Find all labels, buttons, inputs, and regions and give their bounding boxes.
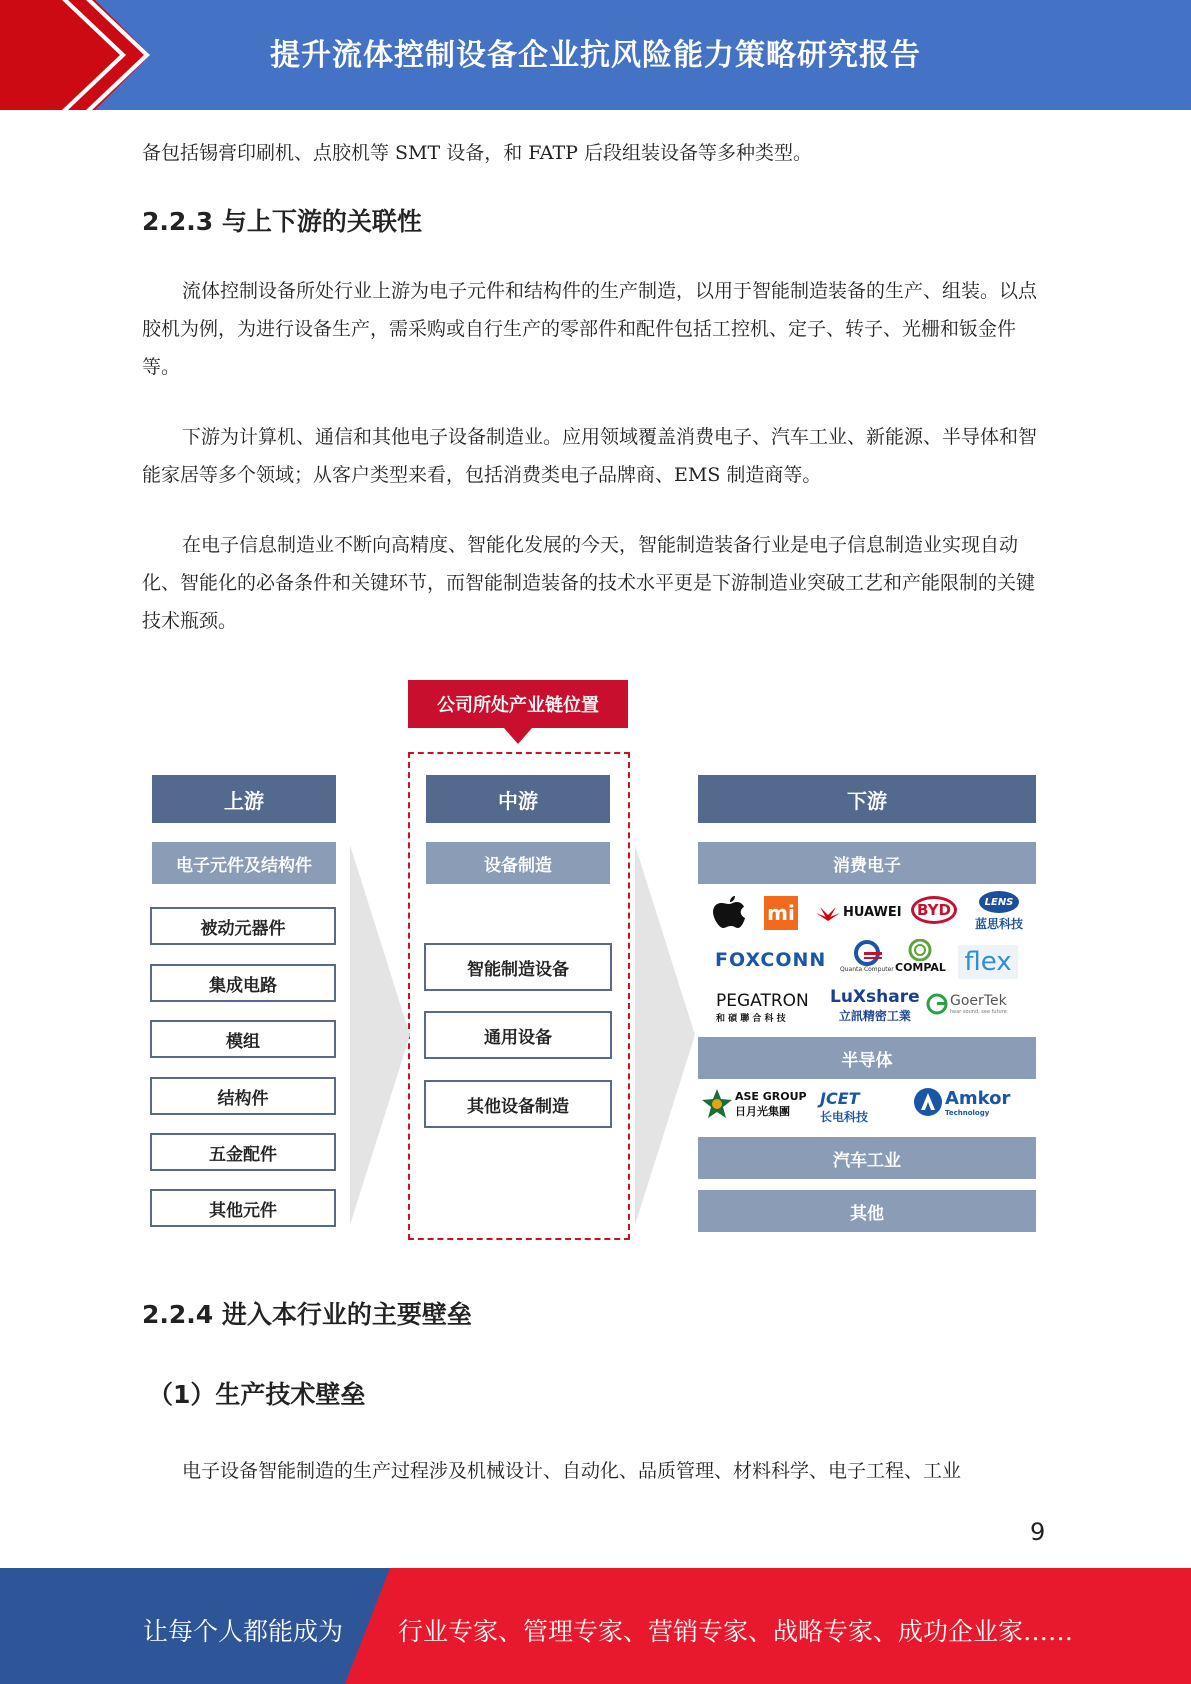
lens-cn-text: 蓝思科技: [975, 917, 1024, 931]
byd-logo: BYD: [911, 896, 957, 924]
paragraph-downstream: 下游为计算机、通信和其他电子设备制造业。应用领域覆盖消费电子、汽车工业、新能源、半导体和智能家居等多个领域；从客户类型来看，包括消费类电子品牌商、EMS 制造商等。: [142, 426, 1038, 486]
quanta-logo: [840, 940, 894, 973]
report-title: 提升流体控制设备企业抗风险能力策略研究报告: [270, 38, 921, 73]
page-number: 9: [1030, 1518, 1046, 1546]
downstream-header: 下游: [698, 775, 1036, 823]
flex-logo: flex: [958, 945, 1018, 979]
heading-2-2-4: 2.2.4 进入本行业的主要壁垒: [142, 1300, 472, 1329]
compal-logo: [895, 939, 946, 974]
downstream-auto-industry: 汽车工业: [698, 1137, 1036, 1179]
luxshare-logo: [830, 987, 920, 1024]
jcet-cn-text: 长电科技: [820, 1110, 869, 1124]
callout-pointer: [504, 728, 532, 744]
amkor-sub-text: Technology: [945, 1108, 990, 1117]
heading-production-barrier: （1）生产技术壁垒: [148, 1380, 366, 1409]
upstream-category: 电子元件及结构件: [152, 842, 336, 884]
lens-mark: LENS: [979, 891, 1019, 913]
downstream-consumer-electronics: 消费电子: [698, 842, 1036, 884]
midstream-category: 设备制造: [426, 842, 610, 884]
xiaomi-logo: mi: [764, 896, 798, 930]
upstream-item: 被动元器件: [150, 907, 336, 945]
downstream-semiconductor: 半导体: [698, 1037, 1036, 1079]
upstream-item: 集成电路: [150, 964, 336, 1002]
midstream-item: 通用设备: [424, 1011, 612, 1059]
pegatron-cn-text: 和 碩 聯 合 科 技: [716, 1014, 786, 1024]
apple-logo: [713, 893, 747, 933]
upstream-item: 其他元件: [150, 1189, 336, 1227]
heading-2-2-3: 2.2.3 与上下游的关联性: [142, 207, 422, 236]
ase-cn-text: 日月光集團: [735, 1104, 790, 1118]
upstream-item: 模组: [150, 1020, 336, 1058]
midstream-arrow: [635, 845, 695, 1225]
footer-slogan-right: 行业专家、管理专家、营销专家、战略专家、成功企业家……: [398, 1617, 1074, 1646]
amkor-text: Amkor: [945, 1087, 1011, 1109]
quanta-text: Quanta Computer: [840, 966, 894, 973]
midstream-highlight-frame: [408, 752, 630, 1240]
paragraph-continuation: 备包括锡膏印刷机、点胶机等 SMT 设备，和 FATP 后段组装设备等多种类型。: [142, 142, 812, 164]
downstream-other: 其他: [698, 1190, 1036, 1232]
huawei-logo: [816, 899, 902, 925]
industry-chain-diagram: [140, 675, 1040, 1245]
ase-text: ASE GROUP: [735, 1089, 807, 1103]
paragraph-industry: 在电子信息制造业不断向高精度、智能化发展的今天，智能制造装备行业是电子信息制造业实现自动化、智能化的必备条件和关键环节，而智能制造装备的技术水平更是下游制造业突破工艺和产能限制的关键技术瓶颈。: [142, 534, 1036, 632]
amkor-logo: [913, 1087, 1010, 1117]
paragraph-upstream: 流体控制设备所处行业上游为电子元件和结构件的生产制造，以用于智能制造装备的生产、组装。以点胶机为例，为进行设备生产，需采购或自行生产的零部件和配件包括工控机、定子、转子、光栅和钣金件等。: [142, 280, 1038, 378]
pegatron-logo: [716, 991, 809, 1024]
luxshare-cn-text: 立訊精密工業: [838, 1009, 911, 1023]
huawei-text: HUAWEI: [843, 904, 902, 920]
luxshare-text: LuXshare: [830, 987, 920, 1007]
page-header: [0, 0, 1191, 110]
upstream-item: 五金配件: [150, 1133, 336, 1171]
goertek-sub-text: hear sound, see future: [950, 1009, 1007, 1015]
upstream-header: 上游: [152, 775, 336, 823]
lens-logo: [975, 891, 1023, 932]
jcet-logo: [820, 1089, 868, 1125]
midstream-item: 智能制造设备: [424, 943, 612, 991]
midstream-item: 其他设备制造: [424, 1080, 612, 1128]
midstream-header: 中游: [426, 775, 610, 823]
pegatron-text: PEGATRON: [716, 991, 809, 1011]
paragraph-production-barrier: 电子设备智能制造的生产过程涉及机械设计、自动化、品质管理、材料科学、电子工程、工业: [182, 1460, 962, 1482]
upstream-item: 结构件: [150, 1077, 336, 1115]
ase-logo: [702, 1089, 807, 1119]
jcet-text: JCET: [820, 1089, 860, 1108]
foxconn-logo: FOXCONN: [715, 949, 827, 971]
chain-position-callout: 公司所处产业链位置: [408, 680, 628, 728]
upstream-arrow: [350, 845, 410, 1225]
footer-slogan-left: 让每个人都能成为: [143, 1617, 344, 1646]
compal-text: COMPAL: [895, 961, 946, 974]
goertek-text: GoerTek: [950, 993, 1007, 1009]
goertek-logo: [926, 993, 1007, 1015]
